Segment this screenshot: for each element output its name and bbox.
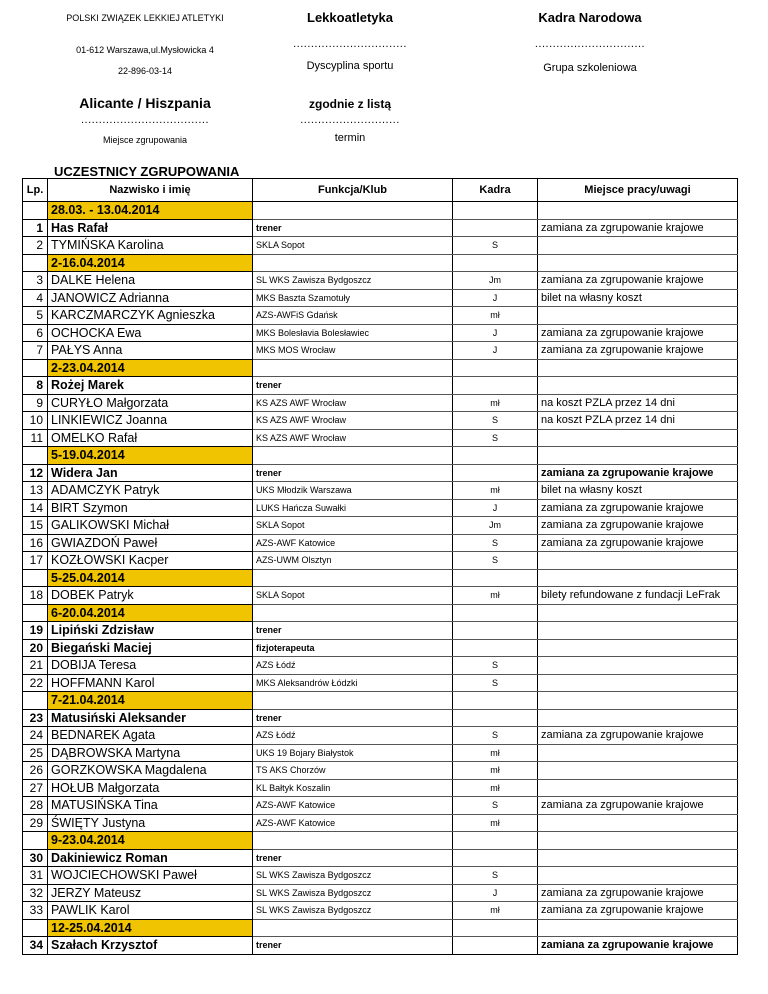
team-label: Grupa szkoleniowa xyxy=(543,62,637,74)
table-row xyxy=(23,289,738,307)
table-row xyxy=(23,727,738,745)
notes-cell: na koszt PZLA przez 14 dni xyxy=(538,412,738,430)
club-cell: TS AKS Chorzów xyxy=(253,762,453,780)
club-cell: SL WKS Zawisza Bydgoszcz xyxy=(253,867,453,885)
date-range-row xyxy=(23,202,738,220)
club-cell: SL WKS Zawisza Bydgoszcz xyxy=(253,902,453,920)
kadra-cell xyxy=(453,359,538,377)
team-dots: ............................... xyxy=(534,38,646,50)
notes-cell xyxy=(538,377,738,395)
notes-cell xyxy=(538,622,738,640)
notes-cell: zamiana za zgrupowanie krajowe xyxy=(538,219,738,237)
person-name: OMELKO Rafał xyxy=(48,429,253,447)
row-number: 12 xyxy=(23,464,48,482)
club-cell: SKLA Sopot xyxy=(253,237,453,255)
kadra-cell: mł xyxy=(453,482,538,500)
person-name: HOŁUB Małgorzata xyxy=(48,779,253,797)
notes-cell: zamiana za zgrupowanie krajowe xyxy=(538,727,738,745)
kadra-cell: S xyxy=(453,429,538,447)
club-cell: KL Bałtyk Koszalin xyxy=(253,779,453,797)
sport-label: Dyscyplina sportu xyxy=(306,60,394,72)
notes-cell xyxy=(538,569,738,587)
row-number: 21 xyxy=(23,657,48,675)
table-row xyxy=(23,867,738,885)
notes-cell xyxy=(538,447,738,465)
person-name: DOBEK Patryk xyxy=(48,587,253,605)
notes-cell: zamiana za zgrupowanie krajowe xyxy=(538,534,738,552)
row-number: 11 xyxy=(23,429,48,447)
kadra-cell xyxy=(453,219,538,237)
club-cell: trener xyxy=(253,849,453,867)
row-number: 30 xyxy=(23,849,48,867)
person-name: ADAMCZYK Patryk xyxy=(48,482,253,500)
club-cell: trener xyxy=(253,219,453,237)
notes-cell: zamiana za zgrupowanie krajowe xyxy=(538,937,738,955)
row-number xyxy=(23,919,48,937)
club-cell xyxy=(253,447,453,465)
kadra-cell: S xyxy=(453,674,538,692)
notes-cell xyxy=(538,744,738,762)
club-cell: SL WKS Zawisza Bydgoszcz xyxy=(253,272,453,290)
row-number: 26 xyxy=(23,762,48,780)
kadra-cell: S xyxy=(453,657,538,675)
header-notes: Miejsce pracy/uwagi xyxy=(538,179,738,202)
notes-cell: na koszt PZLA przez 14 dni xyxy=(538,394,738,412)
table-row xyxy=(23,709,738,727)
kadra-cell xyxy=(453,604,538,622)
kadra-cell xyxy=(453,622,538,640)
table-row xyxy=(23,342,738,360)
place-value: Alicante / Hiszpania xyxy=(79,95,211,111)
club-cell: LUKS Hańcza Suwałki xyxy=(253,499,453,517)
notes-cell: zamiana za zgrupowanie krajowe xyxy=(538,517,738,535)
row-number: 3 xyxy=(23,272,48,290)
table-row xyxy=(23,657,738,675)
club-cell xyxy=(253,832,453,850)
person-name: WOJCIECHOWSKI Paweł xyxy=(48,867,253,885)
participants-table xyxy=(22,178,738,955)
date-range: 12-25.04.2014 xyxy=(48,919,253,937)
club-cell: trener xyxy=(253,937,453,955)
kadra-cell xyxy=(453,377,538,395)
club-cell: trener xyxy=(253,377,453,395)
table-row xyxy=(23,394,738,412)
table-row xyxy=(23,307,738,325)
notes-cell xyxy=(538,692,738,710)
table-row xyxy=(23,377,738,395)
table-row xyxy=(23,937,738,955)
table-row xyxy=(23,219,738,237)
table-row xyxy=(23,429,738,447)
notes-cell xyxy=(538,254,738,272)
row-number: 4 xyxy=(23,289,48,307)
org-name: POLSKI ZWIĄZEK LEKKIEJ ATLETYKI xyxy=(66,13,224,23)
table-row xyxy=(23,779,738,797)
person-name: BEDNAREK Agata xyxy=(48,727,253,745)
date-range: 7-21.04.2014 xyxy=(48,692,253,710)
table-row xyxy=(23,674,738,692)
kadra-cell: J xyxy=(453,289,538,307)
kadra-cell xyxy=(453,202,538,220)
kadra-cell: S xyxy=(453,727,538,745)
row-number xyxy=(23,202,48,220)
header-kadra: Kadra xyxy=(453,179,538,202)
person-name: DALKE Helena xyxy=(48,272,253,290)
person-name: KARCZMARCZYK Agnieszka xyxy=(48,307,253,325)
row-number xyxy=(23,832,48,850)
row-number: 24 xyxy=(23,727,48,745)
kadra-cell: J xyxy=(453,324,538,342)
kadra-cell xyxy=(453,464,538,482)
club-cell: trener xyxy=(253,709,453,727)
notes-cell: zamiana za zgrupowanie krajowe xyxy=(538,902,738,920)
notes-cell xyxy=(538,552,738,570)
notes-cell: zamiana za zgrupowanie krajowe xyxy=(538,342,738,360)
kadra-cell: mł xyxy=(453,307,538,325)
notes-cell xyxy=(538,867,738,885)
club-cell: KS AZS AWF Wrocław xyxy=(253,394,453,412)
date-range: 6-20.04.2014 xyxy=(48,604,253,622)
date-range-row xyxy=(23,832,738,850)
table-row xyxy=(23,464,738,482)
notes-cell xyxy=(538,657,738,675)
notes-cell xyxy=(538,779,738,797)
person-name: OCHOCKA Ewa xyxy=(48,324,253,342)
date-range-row xyxy=(23,604,738,622)
kadra-cell: J xyxy=(453,884,538,902)
row-number xyxy=(23,692,48,710)
section-title: UCZESTNICY ZGRUPOWANIA xyxy=(54,164,240,179)
kadra-cell xyxy=(453,849,538,867)
notes-cell xyxy=(538,237,738,255)
club-cell xyxy=(253,359,453,377)
notes-cell xyxy=(538,849,738,867)
person-name: Matusiński Aleksander xyxy=(48,709,253,727)
org-address: 01-612 Warszawa,ul.Mysłowicka 4 xyxy=(76,45,214,55)
kadra-cell xyxy=(453,919,538,937)
person-name: GORZKOWSKA Magdalena xyxy=(48,762,253,780)
notes-cell: zamiana za zgrupowanie krajowe xyxy=(538,272,738,290)
person-name: Rożej Marek xyxy=(48,377,253,395)
person-name: MATUSIŃSKA Tina xyxy=(48,797,253,815)
club-cell xyxy=(253,919,453,937)
row-number: 16 xyxy=(23,534,48,552)
kadra-cell: S xyxy=(453,534,538,552)
date-range-row xyxy=(23,569,738,587)
row-number xyxy=(23,604,48,622)
notes-cell: bilety refundowane z fundacji LeFrak xyxy=(538,587,738,605)
place-label: Miejsce zgrupowania xyxy=(102,135,188,145)
notes-cell: zamiana za zgrupowanie krajowe xyxy=(538,797,738,815)
kadra-cell xyxy=(453,692,538,710)
row-number xyxy=(23,447,48,465)
club-cell: trener xyxy=(253,464,453,482)
row-number: 28 xyxy=(23,797,48,815)
kadra-cell: mł xyxy=(453,744,538,762)
row-number: 32 xyxy=(23,884,48,902)
date-range-row xyxy=(23,692,738,710)
kadra-cell: mł xyxy=(453,394,538,412)
club-cell xyxy=(253,202,453,220)
person-name: PAŁYS Anna xyxy=(48,342,253,360)
notes-cell xyxy=(538,762,738,780)
date-range: 9-23.04.2014 xyxy=(48,832,253,850)
kadra-cell: S xyxy=(453,237,538,255)
table-row xyxy=(23,412,738,430)
date-range: 28.03. - 13.04.2014 xyxy=(48,202,253,220)
club-cell xyxy=(253,604,453,622)
club-cell: KS AZS AWF Wrocław xyxy=(253,429,453,447)
table-row xyxy=(23,639,738,657)
club-cell: UKS Młodzik Warszawa xyxy=(253,482,453,500)
notes-cell xyxy=(538,814,738,832)
person-name: DĄBROWSKA Martyna xyxy=(48,744,253,762)
person-name: HOFFMANN Karol xyxy=(48,674,253,692)
kadra-cell xyxy=(453,254,538,272)
notes-cell xyxy=(538,307,738,325)
notes-cell xyxy=(538,919,738,937)
row-number: 27 xyxy=(23,779,48,797)
header-club: Funkcja/Klub xyxy=(253,179,453,202)
notes-cell xyxy=(538,709,738,727)
date-range: 5-19.04.2014 xyxy=(48,447,253,465)
row-number: 33 xyxy=(23,902,48,920)
row-number: 6 xyxy=(23,324,48,342)
table-row xyxy=(23,517,738,535)
notes-cell xyxy=(538,359,738,377)
person-name: Dakiniewicz Roman xyxy=(48,849,253,867)
table-row xyxy=(23,814,738,832)
row-number: 22 xyxy=(23,674,48,692)
notes-cell: zamiana za zgrupowanie krajowe xyxy=(538,884,738,902)
date-range: 2-23.04.2014 xyxy=(48,359,253,377)
table-row xyxy=(23,902,738,920)
person-name: ŚWIĘTY Justyna xyxy=(48,814,253,832)
club-cell: trener xyxy=(253,622,453,640)
term-value: zgodnie z listą xyxy=(308,97,391,111)
club-cell: MKS Aleksandrów Łódzki xyxy=(253,674,453,692)
kadra-cell: J xyxy=(453,342,538,360)
person-name: LINKIEWICZ Joanna xyxy=(48,412,253,430)
kadra-cell: S xyxy=(453,412,538,430)
person-name: BIRT Szymon xyxy=(48,499,253,517)
table-row xyxy=(23,272,738,290)
person-name: CURYŁO Małgorzata xyxy=(48,394,253,412)
row-number: 2 xyxy=(23,237,48,255)
club-cell xyxy=(253,692,453,710)
row-number: 31 xyxy=(23,867,48,885)
club-cell: SKLA Sopot xyxy=(253,587,453,605)
table-row xyxy=(23,797,738,815)
person-name: Widera Jan xyxy=(48,464,253,482)
date-range-row xyxy=(23,359,738,377)
notes-cell: bilet na własny koszt xyxy=(538,289,738,307)
notes-cell xyxy=(538,429,738,447)
notes-cell: zamiana za zgrupowanie krajowe xyxy=(538,499,738,517)
club-cell: AZS-AWF Katowice xyxy=(253,534,453,552)
club-cell: MKS MOS Wrocław xyxy=(253,342,453,360)
date-range-row xyxy=(23,447,738,465)
row-number: 29 xyxy=(23,814,48,832)
club-cell xyxy=(253,254,453,272)
kadra-cell: Jm xyxy=(453,517,538,535)
club-cell: AZS-AWFiS Gdańsk xyxy=(253,307,453,325)
row-number: 23 xyxy=(23,709,48,727)
row-number: 18 xyxy=(23,587,48,605)
row-number: 34 xyxy=(23,937,48,955)
table-row xyxy=(23,622,738,640)
row-number: 7 xyxy=(23,342,48,360)
row-number xyxy=(23,569,48,587)
person-name: GALIKOWSKI Michał xyxy=(48,517,253,535)
person-name: PAWLIK Karol xyxy=(48,902,253,920)
kadra-cell: Jm xyxy=(453,272,538,290)
table-row xyxy=(23,849,738,867)
kadra-cell: J xyxy=(453,499,538,517)
place-dots: .................................... xyxy=(80,114,210,126)
club-cell xyxy=(253,569,453,587)
date-range: 2-16.04.2014 xyxy=(48,254,253,272)
row-number: 17 xyxy=(23,552,48,570)
notes-cell xyxy=(538,202,738,220)
sport-value: Lekkoatletyka xyxy=(307,10,393,25)
person-name: Has Rafał xyxy=(48,219,253,237)
notes-cell xyxy=(538,832,738,850)
date-range-row xyxy=(23,919,738,937)
term-dots: ............................ xyxy=(300,114,400,126)
header-name: Nazwisko i imię xyxy=(48,179,253,202)
person-name: JANOWICZ Adrianna xyxy=(48,289,253,307)
table-row xyxy=(23,499,738,517)
row-number: 19 xyxy=(23,622,48,640)
notes-cell: zamiana za zgrupowanie krajowe xyxy=(538,324,738,342)
table-row xyxy=(23,884,738,902)
club-cell: SKLA Sopot xyxy=(253,517,453,535)
person-name: GWIAZDOŃ Paweł xyxy=(48,534,253,552)
kadra-cell xyxy=(453,937,538,955)
person-name: Biegański Maciej xyxy=(48,639,253,657)
kadra-cell: S xyxy=(453,552,538,570)
kadra-cell: mł xyxy=(453,779,538,797)
kadra-cell: mł xyxy=(453,587,538,605)
person-name: Szałach Krzysztof xyxy=(48,937,253,955)
date-range: 5-25.04.2014 xyxy=(48,569,253,587)
club-cell: AZS-AWF Katowice xyxy=(253,814,453,832)
table-row xyxy=(23,534,738,552)
club-cell: MKS Bolesłavia Bolesławiec xyxy=(253,324,453,342)
term-label: termin xyxy=(334,132,366,144)
notes-cell: bilet na własny koszt xyxy=(538,482,738,500)
row-number: 25 xyxy=(23,744,48,762)
table-row xyxy=(23,762,738,780)
club-cell: AZS-AWF Katowice xyxy=(253,797,453,815)
table-row xyxy=(23,587,738,605)
club-cell: AZS-UWM Olsztyn xyxy=(253,552,453,570)
table-row xyxy=(23,552,738,570)
org-phone: 22-896-03-14 xyxy=(117,66,173,76)
table-row xyxy=(23,237,738,255)
club-cell: UKS 19 Bojary Białystok xyxy=(253,744,453,762)
person-name: JERZY Mateusz xyxy=(48,884,253,902)
kadra-cell xyxy=(453,569,538,587)
row-number: 8 xyxy=(23,377,48,395)
kadra-cell: S xyxy=(453,867,538,885)
club-cell: fizjoterapeuta xyxy=(253,639,453,657)
notes-cell: zamiana za zgrupowanie krajowe xyxy=(538,464,738,482)
notes-cell xyxy=(538,674,738,692)
row-number xyxy=(23,254,48,272)
club-cell: KS AZS AWF Wrocław xyxy=(253,412,453,430)
table-row xyxy=(23,744,738,762)
kadra-cell xyxy=(453,832,538,850)
club-cell: AZS Łódź xyxy=(253,657,453,675)
row-number: 1 xyxy=(23,219,48,237)
row-number: 14 xyxy=(23,499,48,517)
kadra-cell xyxy=(453,709,538,727)
person-name: TYMIŃSKA Karolina xyxy=(48,237,253,255)
kadra-cell xyxy=(453,447,538,465)
kadra-cell: mł xyxy=(453,814,538,832)
row-number: 13 xyxy=(23,482,48,500)
person-name: DOBIJA Teresa xyxy=(48,657,253,675)
row-number: 5 xyxy=(23,307,48,325)
notes-cell xyxy=(538,604,738,622)
club-cell: MKS Baszta Szamotuły xyxy=(253,289,453,307)
table-row xyxy=(23,324,738,342)
table-row xyxy=(23,482,738,500)
table-body xyxy=(23,202,738,955)
person-name: Lipiński Zdzisław xyxy=(48,622,253,640)
club-cell: AZS Łódź xyxy=(253,727,453,745)
sport-dots: ................................ xyxy=(293,38,407,50)
notes-cell xyxy=(538,639,738,657)
person-name: KOZŁOWSKI Kacper xyxy=(48,552,253,570)
date-range-row xyxy=(23,254,738,272)
row-number xyxy=(23,359,48,377)
row-number: 15 xyxy=(23,517,48,535)
table-header-row xyxy=(23,179,738,202)
kadra-cell xyxy=(453,639,538,657)
kadra-cell: S xyxy=(453,797,538,815)
kadra-cell: mł xyxy=(453,902,538,920)
kadra-cell: mł xyxy=(453,762,538,780)
club-cell: SL WKS Zawisza Bydgoszcz xyxy=(253,884,453,902)
row-number: 9 xyxy=(23,394,48,412)
row-number: 20 xyxy=(23,639,48,657)
team-value: Kadra Narodowa xyxy=(538,10,642,25)
header-lp: Lp. xyxy=(23,179,48,202)
row-number: 10 xyxy=(23,412,48,430)
